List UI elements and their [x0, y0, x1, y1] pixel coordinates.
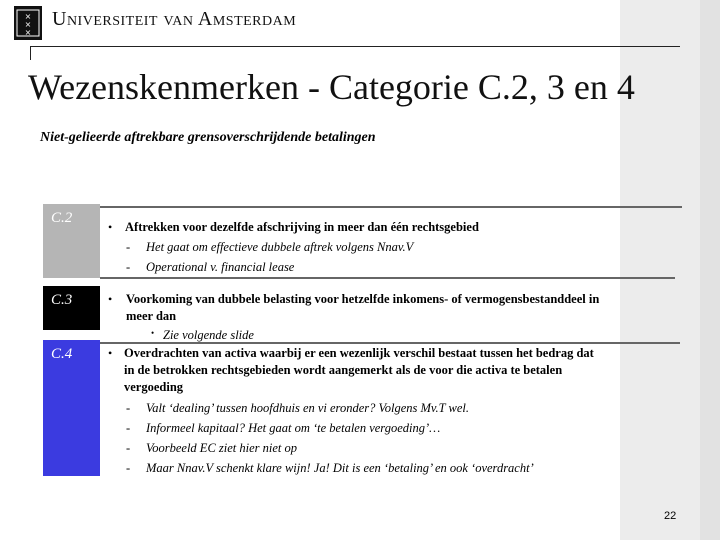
category-c3-label: C.3	[43, 286, 100, 330]
slide-title: Wezenskenmerken - Categorie C.2, 3 en 4	[28, 67, 635, 107]
c3-main-text-line2: meer dan	[126, 309, 177, 323]
bullet-icon: •	[108, 346, 113, 360]
c4-sub-text: Informeel kapitaal? Het gaat om ‘te betalen vergoeding’…	[146, 421, 441, 435]
category-c4-label: C.4	[43, 340, 100, 476]
dash-icon: -	[126, 260, 131, 274]
dash-icon: -	[126, 240, 131, 254]
dash-icon: -	[126, 421, 131, 435]
c3-sub-text: Zie volgende slide	[163, 328, 254, 342]
header-divider-tick	[30, 46, 31, 60]
c3-main-text-line1: Voorkoming van dubbele belasting voor hetzelfde inkomens- of vermogensbestanddeel in	[126, 292, 600, 306]
c4-sub-text: Valt ‘dealing’ tussen hoofdhuis en vi eronder? Volgens Mv.T wel.	[146, 401, 469, 415]
bullet-icon: •	[108, 220, 113, 234]
page-number: 22	[664, 510, 677, 522]
dash-icon: -	[126, 401, 131, 415]
header-divider	[30, 46, 680, 47]
c4-main-text-line1: Overdrachten van activa waarbij er een wezenlijk verschil bestaat tussen het bedrag dat	[124, 346, 594, 360]
right-decor-band-edge	[700, 0, 720, 540]
c4-sub-text: Maar Nnav.V schenkt klare wijn! Ja! Dit is een ‘betaling’ en ook ‘overdracht’	[146, 461, 534, 475]
slide-subtitle: Niet-gelieerde aftrekbare grensoverschrijdende betalingen	[40, 130, 376, 145]
c4-main-text-line2: in de betrokken rechtsgebieden wordt aangemerkt als de voor die activa te betalen	[124, 363, 563, 377]
c4-main-text-line3: vergoeding	[124, 380, 184, 394]
svg-text:×: ×	[24, 28, 32, 37]
bullet-icon: •	[151, 328, 155, 338]
svg-text:×: ×	[24, 12, 32, 21]
c2-main-text: Aftrekken voor dezelfde afschrijving in meer dan één rechtsgebied	[125, 220, 479, 234]
dash-icon: -	[126, 441, 131, 455]
bullet-icon: •	[108, 292, 113, 306]
dash-icon: -	[126, 461, 131, 475]
section-separator	[100, 277, 675, 279]
university-name: Universiteit van Amsterdam	[52, 8, 297, 30]
c2-sub-text: Het gaat om effectieve dubbele aftrek volgens Nnav.V	[146, 240, 414, 254]
c2-sub-text: Operational v. financial lease	[146, 260, 295, 274]
university-crest-icon	[14, 6, 42, 40]
c4-sub-text: Voorbeeld EC ziet hier niet op	[146, 441, 298, 455]
category-c2-label: C.2	[43, 204, 100, 278]
section-separator	[100, 206, 682, 208]
svg-text:×: ×	[24, 20, 32, 29]
